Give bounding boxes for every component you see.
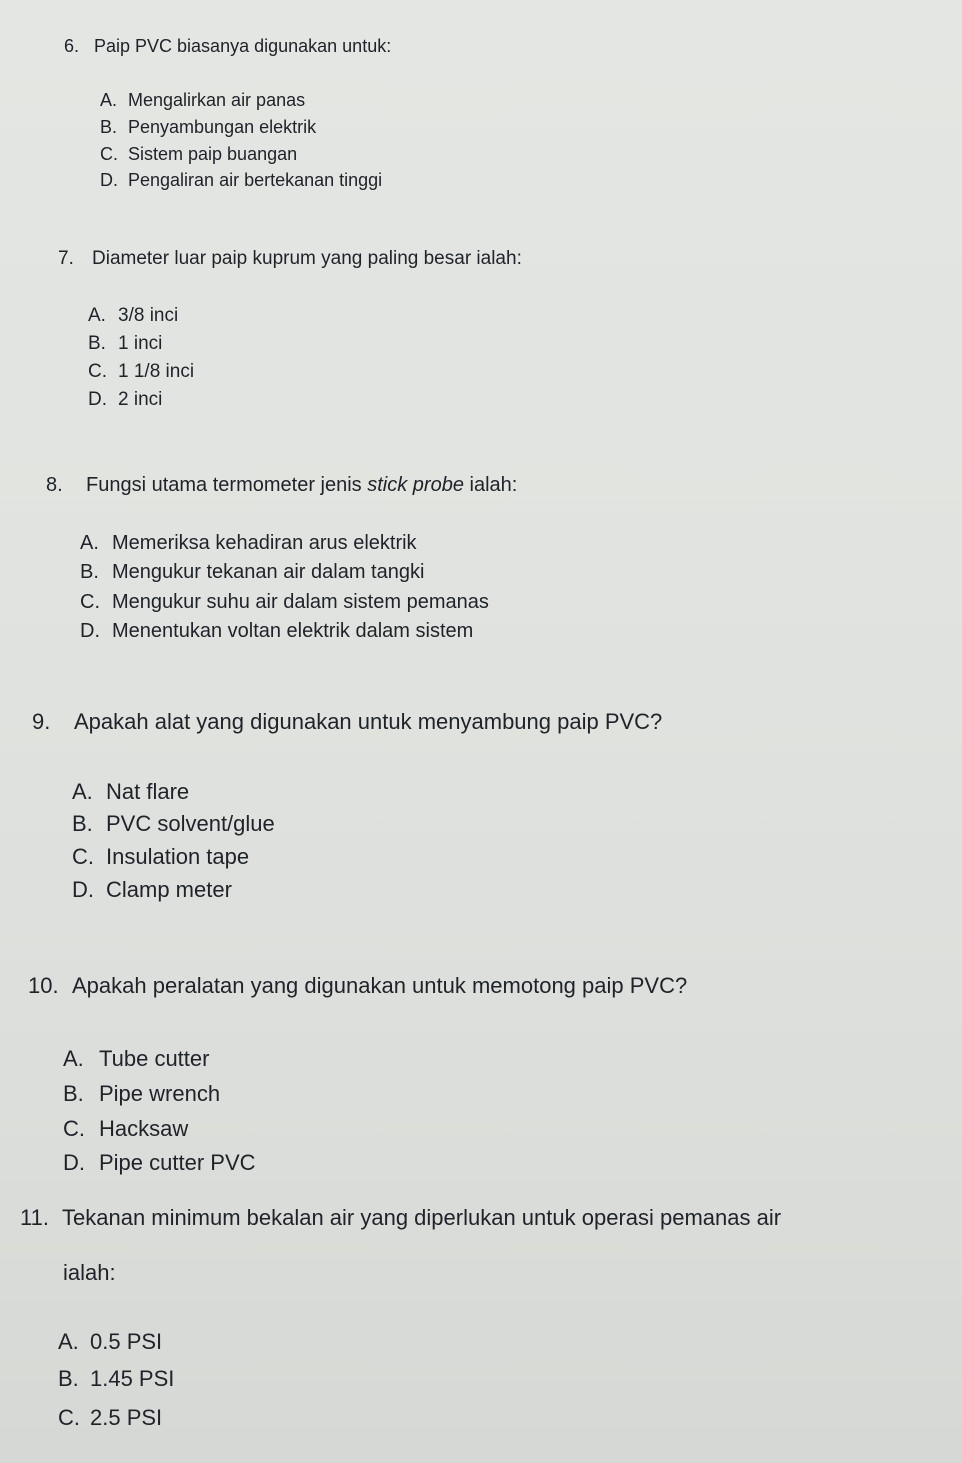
option-d [88,389,162,411]
option-letter: C. [72,844,94,869]
option-a [58,1329,162,1355]
question-text: Paip PVC biasanya digunakan untuk: [94,36,392,56]
option-letter: C. [88,361,107,382]
option-b [80,561,424,584]
option-text: 2 inci [118,389,163,410]
option-c [80,591,489,614]
option-text: 2.5 PSI [90,1405,163,1430]
option-b [88,333,162,355]
option-letter: C. [63,1116,85,1141]
question-number: 11. [20,1205,49,1230]
option-a [88,305,178,327]
option-text: Pipe cutter PVC [99,1150,256,1175]
option-letter: C. [100,144,118,164]
option-text: 1.45 PSI [90,1366,175,1391]
option-text: Memeriksa kehadiran arus elektrik [112,532,417,554]
option-text: Menentukan voltan elektrik dalam sistem [112,620,474,642]
option-text: Mengukur tekanan air dalam tangki [112,561,425,583]
option-text: Hacksaw [99,1116,189,1141]
option-text: Clamp meter [106,877,232,902]
question-6 [64,36,391,57]
question-text: Diameter luar paip kuprum yang paling besar ialah: [92,248,522,269]
question-number: 8. [46,474,63,496]
question-text-end: ialah: [463,474,518,496]
question-number: 6. [64,36,80,56]
question-text-start: Fungsi utama termometer jenis [86,474,368,496]
option-letter: A. [63,1046,84,1071]
option-a [63,1046,209,1072]
question-text: Tekanan minimum bekalan air yang diperlukan untuk operasi pemanas air [62,1205,782,1230]
option-letter: B. [63,1081,84,1106]
question-text: Apakah alat yang digunakan untuk menyambung paip PVC? [74,709,663,734]
option-letter: A. [58,1329,79,1354]
option-c [100,144,297,165]
option-letter: A. [80,532,99,554]
question-text [86,474,517,497]
option-text: 1 1/8 inci [118,361,195,382]
option-b [63,1081,220,1107]
question-number: 7. [58,248,74,269]
option-letter: A. [72,779,93,804]
option-c [58,1405,162,1431]
option-d [100,170,382,191]
option-letter: B. [72,811,93,836]
option-letter: D. [100,170,118,190]
option-text: Pipe wrench [99,1081,221,1106]
option-text: Nat flare [106,779,190,804]
option-letter: B. [88,333,106,354]
option-text: Sistem paip buangan [128,144,298,164]
option-letter: A. [100,90,118,110]
question-text-continuation: ialah: [63,1260,116,1285]
option-text: Insulation tape [106,844,250,869]
option-letter: B. [100,117,118,137]
option-text: 1 inci [118,333,163,354]
option-text: Mengalirkan air panas [128,90,306,110]
option-c [88,361,194,383]
option-b [58,1366,174,1392]
option-text: Penyambungan elektrik [128,117,317,137]
option-d [63,1150,256,1176]
option-text: PVC solvent/glue [106,811,275,836]
option-a [80,532,417,555]
option-letter: B. [58,1366,79,1391]
question-11 [20,1205,781,1231]
option-letter: A. [88,305,106,326]
question-8 [46,474,517,497]
option-letter: C. [58,1405,80,1430]
option-letter: D. [80,620,100,642]
option-letter: D. [63,1150,85,1175]
question-number: 9. [32,709,51,734]
question-text-italic: stick probe [367,474,464,496]
question-7 [58,248,522,270]
option-text: Pengaliran air bertekanan tinggi [128,170,383,190]
option-letter: D. [72,877,94,902]
option-b [100,117,316,138]
question-9 [32,709,662,735]
option-c [72,844,249,870]
option-a [100,90,305,111]
option-text: 3/8 inci [118,305,179,326]
option-text: Tube cutter [99,1046,210,1071]
option-letter: D. [88,389,107,410]
option-b [72,811,275,837]
option-letter: B. [80,561,99,583]
question-number: 10. [28,973,59,998]
option-d [80,620,473,643]
option-text: 0.5 PSI [90,1329,163,1354]
option-a [72,779,189,805]
option-text: Mengukur suhu air dalam sistem pemanas [112,591,489,613]
question-10 [28,973,687,999]
question-text: Apakah peralatan yang digunakan untuk memotong paip PVC? [72,973,688,998]
option-letter: C. [80,591,100,613]
option-d [72,877,232,903]
option-c [63,1116,188,1142]
